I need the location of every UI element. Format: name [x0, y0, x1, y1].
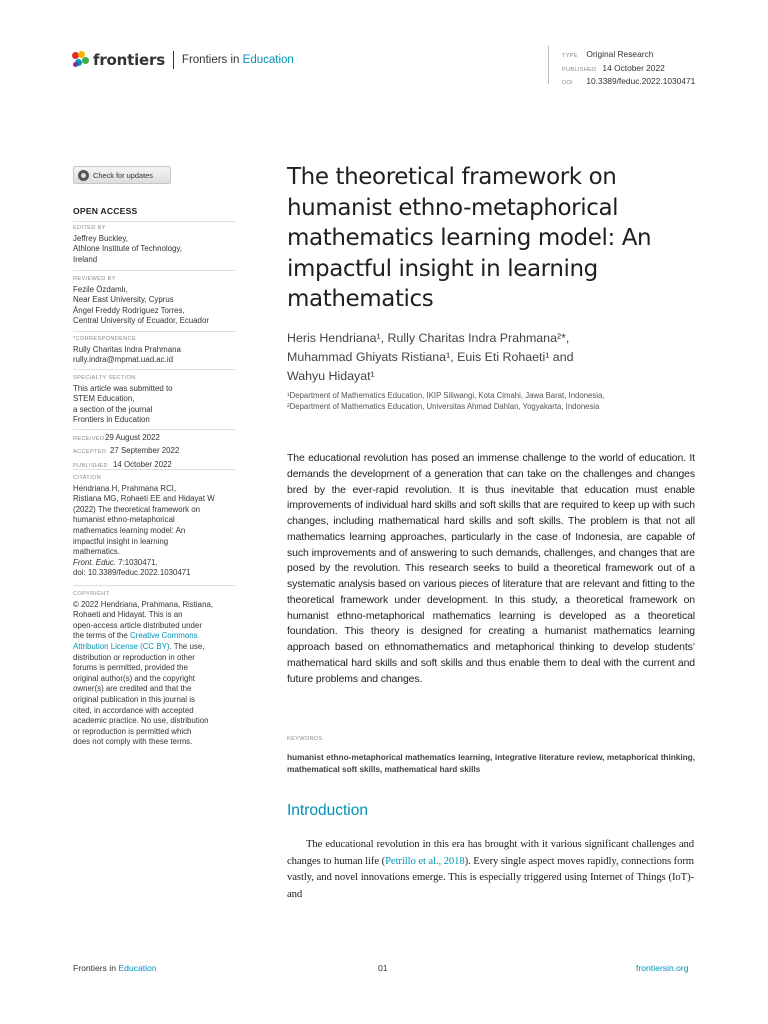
citation-label: CITATION	[73, 475, 102, 481]
specialty-line: This article was submitted to	[73, 383, 173, 393]
correspondence-label: *CORRESPONDENCE	[73, 336, 137, 342]
accepted-value: 27 September 2022	[110, 446, 180, 456]
published-label: PUBLISHED	[73, 462, 108, 469]
author-line: Heris Hendriana¹, Rully Charitas Indra Prahmana²*,	[287, 331, 570, 345]
copyright-line: original publication in this journal is	[73, 694, 195, 704]
accepted-label: ACCEPTED	[73, 449, 107, 456]
specialty-line: STEM Education,	[73, 394, 135, 404]
divider	[73, 331, 235, 332]
citation-line: mathematics.	[73, 547, 120, 557]
specialty-section	[73, 373, 243, 426]
introduction-paragraph	[287, 836, 694, 903]
copyright-line: does not comply with these terms.	[73, 737, 193, 747]
journal-title: Education	[242, 54, 294, 66]
received-label: RECEIVED	[73, 436, 105, 442]
copyright-line: distribution or reproduction in other	[73, 652, 195, 662]
doi-value[interactable]: 10.3389/feduc.2022.1030471	[586, 76, 696, 87]
article-meta	[562, 49, 695, 90]
intro-text: ). Every single aspect moves rapidly, connections form vastly, and novel innovations emerge. This is especially triggered using Internet of Things (IoT)- and	[287, 854, 695, 901]
received-date	[73, 432, 243, 445]
copyright-after-link: . The use,	[169, 641, 205, 651]
copyright-section	[73, 589, 243, 748]
header-divider	[173, 51, 174, 69]
citation-journal-line	[73, 558, 243, 569]
copyright-line	[73, 642, 243, 653]
reviewer-line: Ángel Freddy Rodríguez Torres,	[73, 305, 185, 315]
check-updates-button[interactable]	[73, 166, 171, 184]
cc-license-link[interactable]: Attribution License (CC BY)	[73, 641, 170, 651]
meta-divider	[548, 46, 549, 84]
journal-prefix: Frontiers in	[181, 54, 240, 66]
footer-site-link[interactable]: frontiersin.org	[636, 963, 689, 973]
copyright-line: original author(s) and the copyright	[73, 673, 195, 683]
author-line: Wahyu Hidayat¹	[287, 369, 375, 383]
copyright-line: academic practice. No use, distribution	[73, 716, 209, 726]
published-date	[73, 459, 243, 472]
author-list	[287, 329, 717, 386]
editor-line: Ireland	[73, 254, 98, 264]
footer-journal	[73, 963, 157, 973]
citation-journal: Front. Educ.	[73, 557, 116, 567]
correspondence-section	[73, 334, 243, 366]
keywords: humanist ethno-metaphorical mathematics learning, integrative literature review, metaphorical thinking, mathematical soft skills, mathematical hard skills	[287, 752, 695, 774]
copyright-terms-prefix: the terms of the	[73, 631, 131, 641]
keywords-label: KEYWORDS	[287, 736, 323, 742]
check-updates-icon	[78, 170, 89, 181]
divider	[73, 585, 235, 586]
specialty-label: SPECIALTY SECTION	[73, 375, 136, 381]
frontiers-logo-icon	[72, 51, 90, 69]
brand-name: frontiers	[93, 51, 165, 69]
doi-label: DOI	[562, 80, 573, 87]
check-updates-label: Check for updates	[93, 170, 153, 180]
open-access-label: OPEN ACCESS	[73, 206, 138, 216]
published-value: 14 October 2022	[602, 62, 665, 73]
affiliations	[287, 391, 717, 412]
citation-line: mathematics learning model: An	[73, 525, 186, 535]
citation-line: Hendriana H, Prahmana RCI,	[73, 483, 177, 493]
author-line: Muhammad Ghiyats Ristiana¹, Euis Eti Rohaeti¹ and	[287, 350, 574, 364]
edited-by-section	[73, 223, 243, 265]
specialty-line: Frontiers in Education	[73, 415, 150, 425]
divider	[73, 270, 235, 271]
editor-line: Athlone Institute of Technology,	[73, 244, 182, 254]
reviewer-line: Fezile Özdamlı,	[73, 284, 128, 294]
received-value: 29 August 2022	[105, 433, 160, 442]
copyright-line: © 2022 Hendriana, Prahmana, Ristiana,	[73, 599, 214, 609]
copyright-line: or reproduction is permitted which	[73, 726, 192, 736]
editor-line: Jeffrey Buckley,	[73, 233, 128, 243]
divider	[73, 429, 235, 430]
copyright-line	[73, 631, 243, 642]
intro-text: The educational revolution in this era has brought with it various significant challenges and changes to human life (	[287, 838, 694, 867]
citation-volume: 7:1030471.	[115, 557, 158, 567]
citation-line: (2022) The theoretical framework on	[73, 504, 201, 514]
published-label: PUBLISHED	[562, 66, 597, 73]
citation-link[interactable]: Petrillo et al., 2018	[385, 854, 465, 867]
affiliation-line: ¹Department of Mathematics Education, IKIP Siliwangi, Kota Cimahi, Jawa Barat, Indonesia,	[287, 391, 605, 400]
citation-line: Ristiana MG, Rohaeti EE and Hidayat W	[73, 494, 215, 504]
reviewer-line: Central University of Ecuador, Ecuador	[73, 316, 209, 326]
cc-license-link[interactable]: Creative Commons	[130, 631, 198, 641]
edited-by-label: EDITED BY	[73, 225, 106, 231]
type-value: Original Research	[586, 49, 654, 59]
journal-name	[182, 54, 294, 66]
copyright-line: Rohaeti and Hidayat. This is an	[73, 610, 183, 620]
divider	[73, 221, 235, 222]
accepted-date	[73, 445, 243, 458]
reviewed-by-section	[73, 274, 243, 327]
copyright-line: forums is permitted, provided the	[73, 663, 188, 673]
specialty-line: a section of the journal	[73, 404, 153, 414]
copyright-line: open-access article distributed under	[73, 620, 202, 630]
correspondent-name: Rully Charitas Indra Prahmana	[73, 344, 181, 354]
footer-journal-name: Education	[118, 963, 157, 973]
article-title: The theoretical framework on humanist ethno-metaphorical mathematics learning model: An impactful insight in learning mathematics	[287, 164, 652, 313]
citation-doi[interactable]: doi: 10.3389/feduc.2022.1030471	[73, 568, 191, 578]
type-label: TYPE	[562, 53, 578, 59]
copyright-line: cited, in accordance with accepted	[73, 705, 194, 715]
divider	[73, 469, 235, 470]
frontiers-logo[interactable]	[72, 51, 294, 69]
citation-line: impactful insight in learning	[73, 536, 169, 546]
dates-section	[73, 432, 243, 472]
copyright-label: COPYRIGHT	[73, 591, 110, 597]
reviewed-by-label: REVIEWED BY	[73, 276, 116, 282]
citation-line: humanist ethno-metaphorical	[73, 515, 175, 525]
reviewer-line: Near East University, Cyprus	[73, 295, 174, 305]
published-value: 14 October 2022	[113, 459, 172, 469]
section-heading-introduction: Introduction	[287, 802, 368, 819]
abstract: The educational revolution has posed an immense challenge to the world of education. It demands the development of a generation that can take on the challenges and changes bred by the ever-rapid revolution. It is thus inevitable that education must enable improvements of individual hard skills and soft skills that are required to keep up with such changes, including mathematical hard skills and soft skills. The problem is that not all mathematics learning approaches, particularly in the case of Indonesia, are capable of such improvements and of answering to such demands, challenges, and changes that are posed by the revolution. This research seeks to build a theoretical framework out of a systematic analysis based on various pieces of literature that are relevant and fitting to the theoretical framework under development. In this study, a theoretical framework on humanist ethno-metaphorical mathematics learning is developed as a theoretical foundation. This theory is designed for creating a humanist mathematics learning approach based on ethnomathematics and metaphorical thinking to develop students’ mathematical hard skills and soft skills and thus enable them to deal with the current and future problems and changes.	[287, 453, 695, 685]
citation-section	[73, 473, 243, 579]
footer-journal-prefix: Frontiers in	[73, 963, 116, 973]
copyright-line: owner(s) are credited and that the	[73, 684, 192, 694]
divider	[73, 369, 235, 370]
page-number: 01	[378, 963, 388, 973]
correspondent-email[interactable]: rully.indra@mpmat.uad.ac.id	[73, 355, 173, 365]
affiliation-line: ²Department of Mathematics Education, Universitas Ahmad Dahlan, Yogyakarta, Indonesia	[287, 401, 600, 411]
